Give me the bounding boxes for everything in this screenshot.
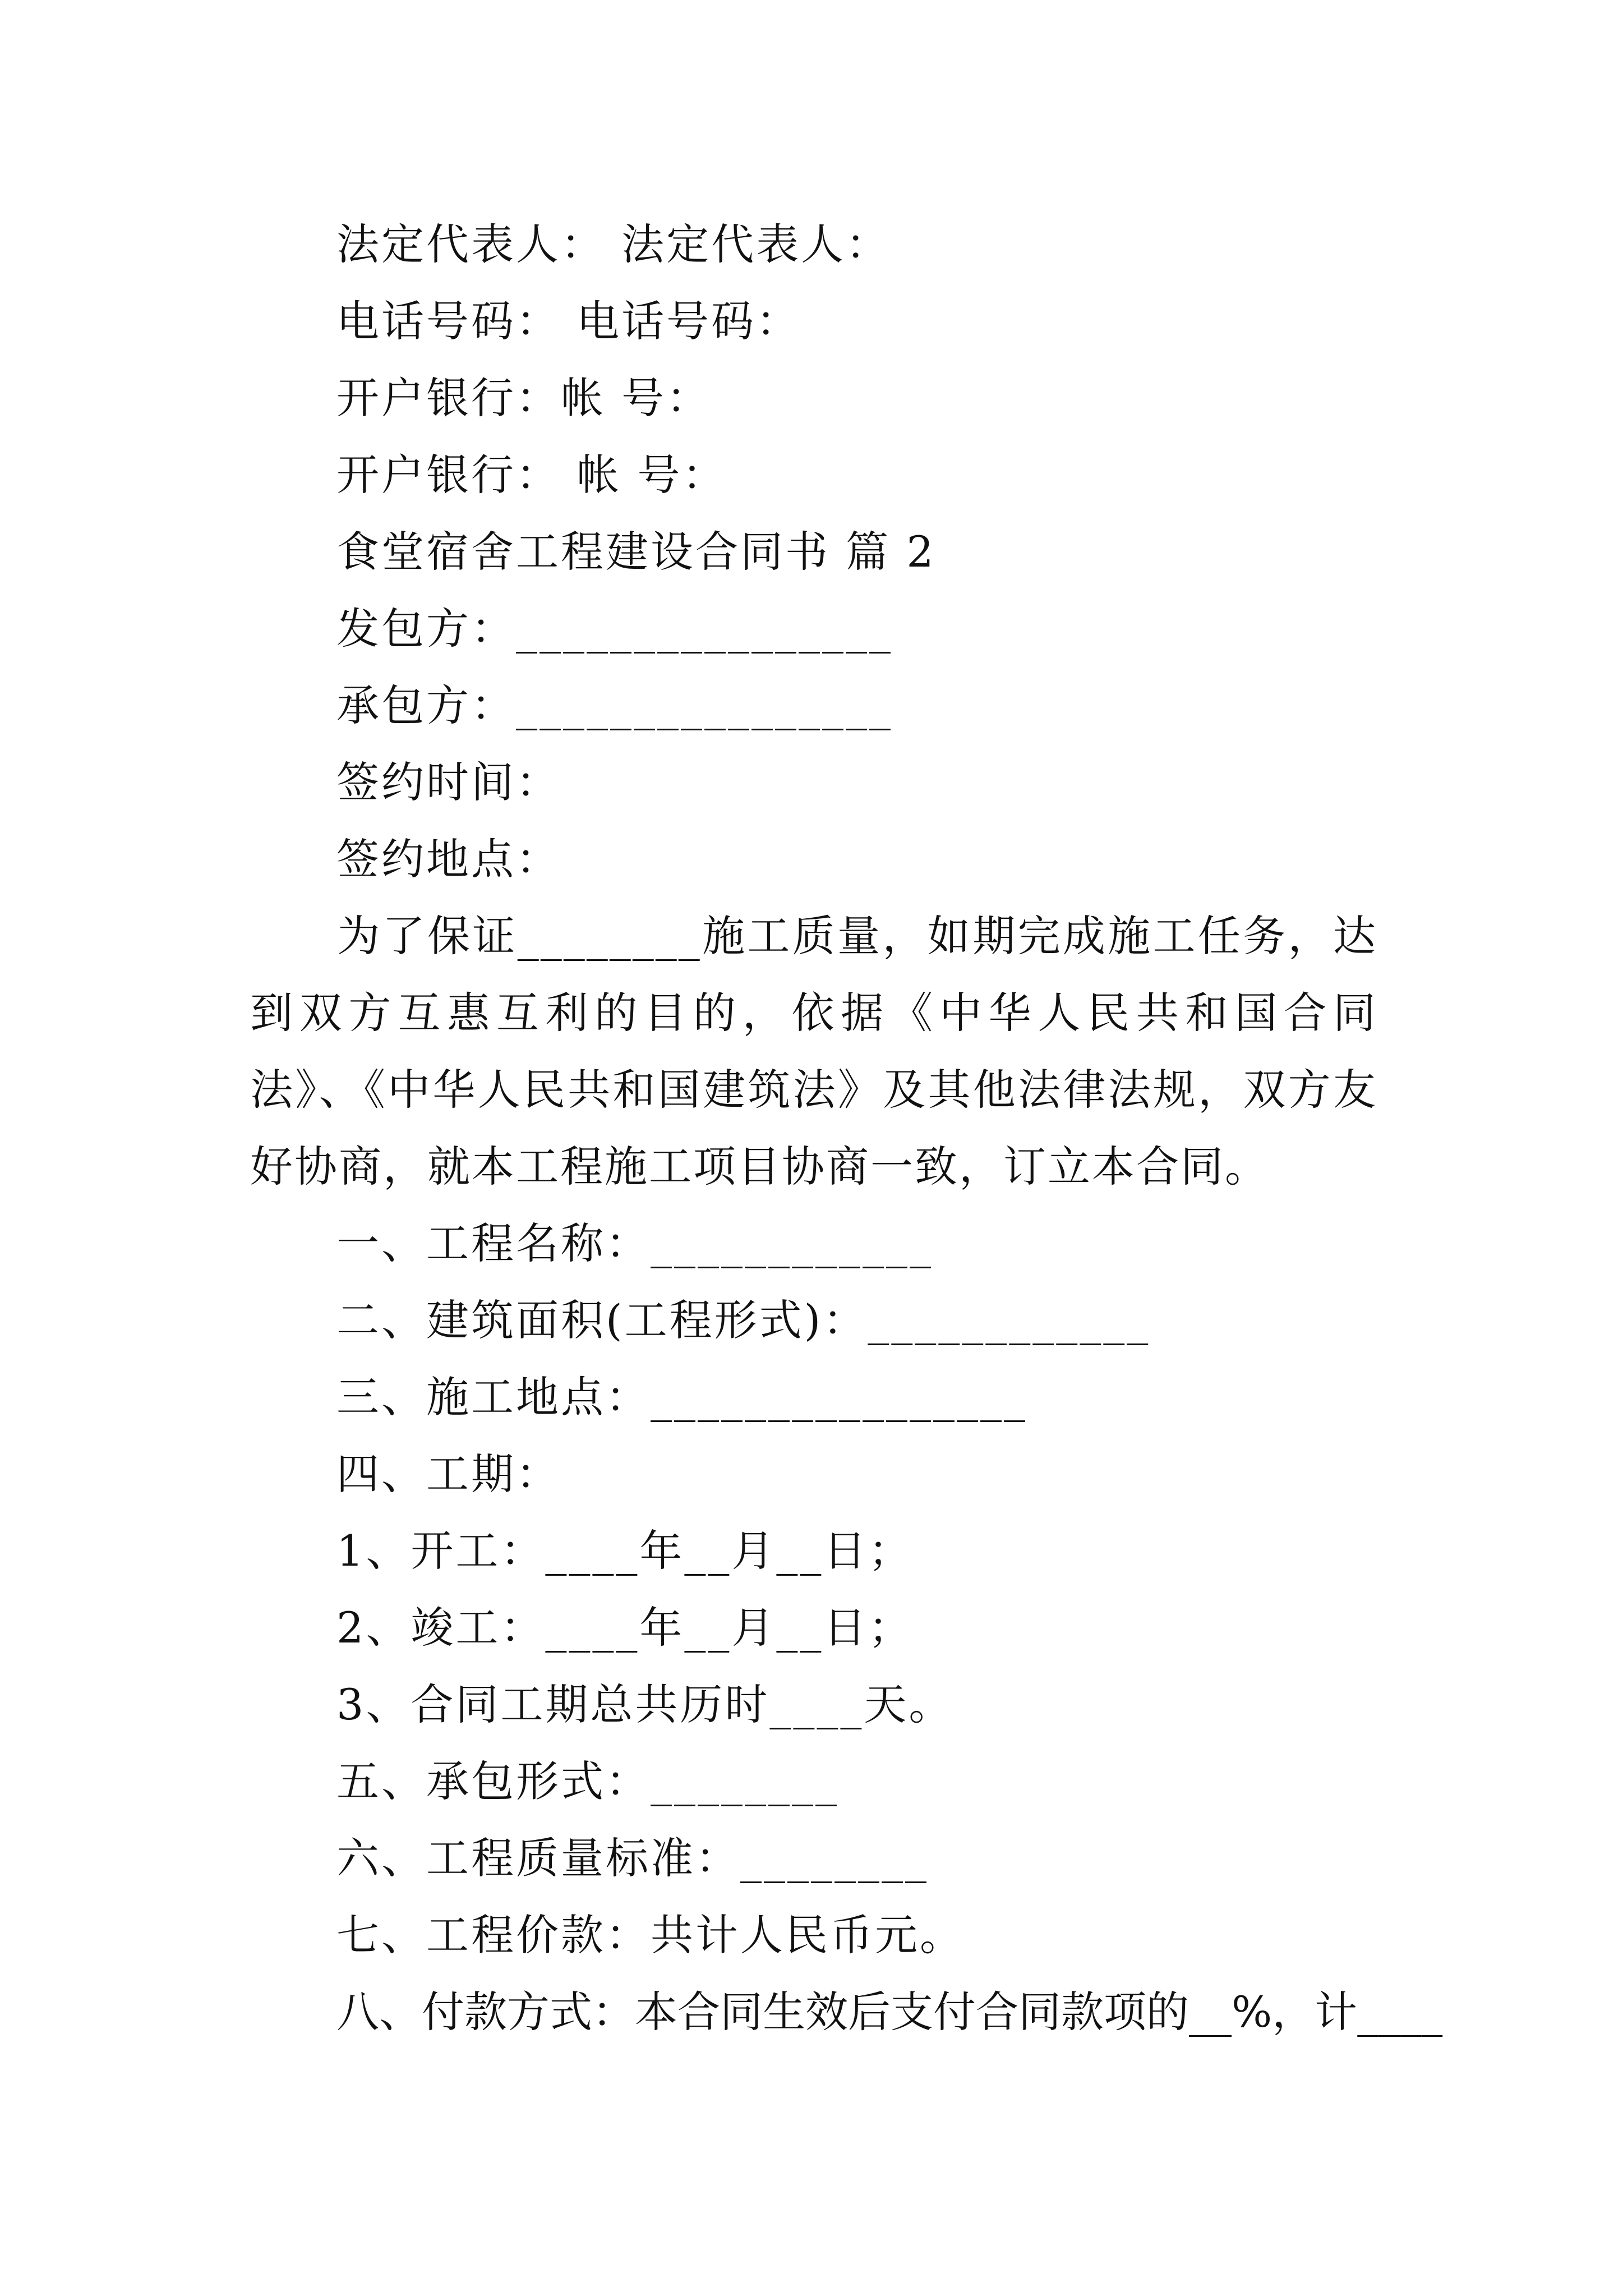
contract-form-line: 五、承包形式：________	[336, 1756, 839, 1806]
project-price-line: 七、工程价款：共计人民币元。	[336, 1910, 965, 1960]
schedule-heading: 四、工期：	[336, 1449, 561, 1499]
bank-account-line-1: 开户银行：帐 号：	[336, 373, 712, 423]
payment-method-line: 八、付款方式：本合同生效后支付合同款项的__%，计____	[336, 1987, 1443, 2037]
employer-line: 发包方：________________	[336, 604, 893, 654]
start-date-line: 1、开工：____年__月__日；	[336, 1526, 914, 1576]
quality-standard-line: 六、工程质量标准：________	[336, 1833, 929, 1883]
total-duration-line: 3、合同工期总共历时____天。	[336, 1680, 954, 1729]
purpose-paragraph	[250, 898, 1377, 1205]
phone-number-line: 电话号码： 电话号码：	[336, 296, 801, 346]
construction-site-line: 三、施工地点：________________	[336, 1372, 1027, 1422]
project-name-line: 一、工程名称：____________	[336, 1218, 933, 1268]
bank-account-line-2: 开户银行： 帐 号：	[336, 450, 727, 500]
section-title: 食堂宿舍工程建设合同书 篇 2	[336, 527, 936, 577]
signing-time-line: 签约时间：	[336, 757, 561, 807]
contractor-line: 承包方：________________	[336, 680, 893, 730]
building-area-line: 二、建筑面积(工程形式)：____________	[336, 1295, 1151, 1345]
signing-place-line: 签约地点：	[336, 834, 561, 884]
legal-representative-line: 法定代表人： 法定代表人：	[336, 219, 891, 269]
completion-date-line: 2、竣工：____年__月__日；	[336, 1603, 914, 1653]
purpose-paragraph-text: 为了保证________施工质量，如期完成施工任务，达到双方互惠互利的目的，依据《中华人民共和国合同法》、《中华人民共和国建筑法》及其他法律法规，双方友好协商，就本工程施工项目协商一致，订立本合同。	[250, 911, 1377, 1191]
